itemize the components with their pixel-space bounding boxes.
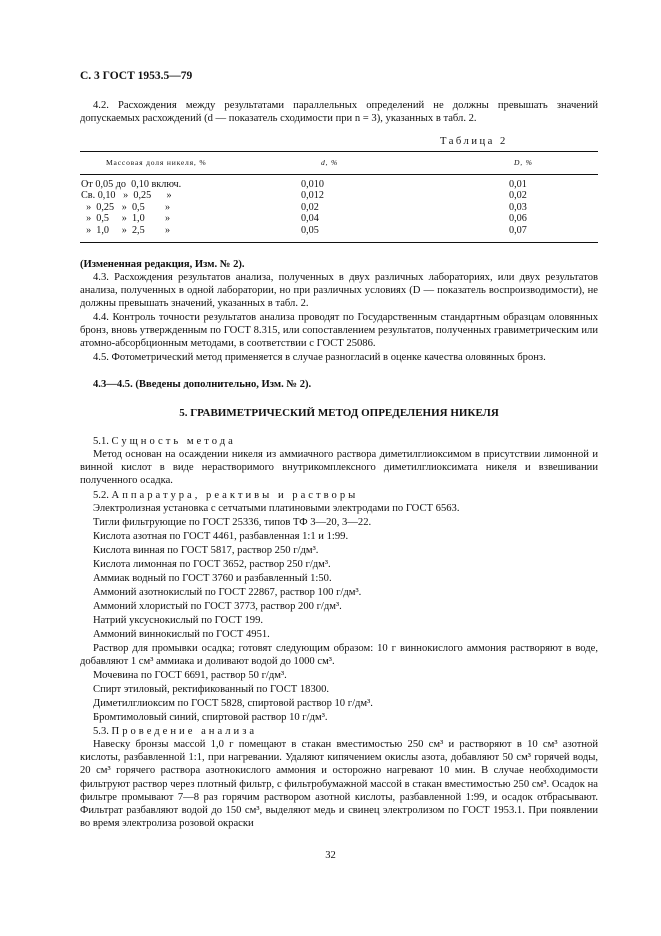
paragraph-4-5: 4.5. Фотометрический метод применяется в случае разногласий в оценке качества оловянных бронз.: [93, 352, 546, 363]
table-row: [80, 225, 598, 243]
table-row: [80, 175, 598, 191]
table-cell: 0,04: [301, 213, 319, 225]
amendment-note: (Измененная редакция, Изм. № 2).: [80, 259, 245, 270]
reagent-item: Аммоний хлористый по ГОСТ 3773, раствор 200 г/дм³.: [93, 601, 342, 612]
section-title: 5. ГРАВИМЕТРИЧЕСКИЙ МЕТОД ОПРЕДЕЛЕНИЯ НИКЕЛЯ: [179, 407, 499, 419]
table-cell: 0,010: [301, 179, 324, 190]
subsection-number: 5.3.: [93, 726, 109, 737]
subsection-5-1-text: Метод основан на осаждении никеля из аммиачного раствора диметилглиоксимом в присутствии лимонной и винной кислот в виде нерастворимого внутрикомплексного диметилглиоксимата никеля и взвешивании полученного осадка.: [80, 449, 598, 487]
table-cell: Св. 0,10 » 0,25 »: [81, 190, 172, 202]
table-cell: 0,01: [509, 179, 527, 190]
table-header-d: d, %: [281, 152, 481, 175]
table-header-D: D, %: [481, 152, 598, 175]
subsection-number: 5.1.: [93, 436, 109, 447]
reagent-item: Натрий уксуснокислый по ГОСТ 199.: [93, 615, 264, 626]
table-row: [80, 202, 598, 213]
subsection-5-1-heading: [80, 435, 598, 448]
table-cell: 0,05: [281, 225, 481, 243]
reagent-item: Бромтимоловый синий, спиртовой раствор 10 г/дм³.: [93, 712, 328, 723]
table-2: [80, 151, 598, 243]
table-cell: 0,012: [301, 190, 324, 202]
reagent-item: Диметилглиоксим по ГОСТ 5828, спиртовой раствор 10 г/дм³.: [93, 698, 373, 709]
reagent-item: Аммоний виннокислый по ГОСТ 4951.: [93, 629, 270, 640]
subsection-5-2-heading: [80, 489, 598, 502]
reagent-item: Кислота винная по ГОСТ 5817, раствор 250 г/дм³.: [93, 545, 319, 556]
table-cell: » 0,25 » 0,5 »: [81, 201, 171, 213]
table-caption: Таблица 2: [440, 136, 508, 147]
wash-solution: Раствор для промывки осадка; готовят следующим образом: 10 г виннокислого аммония растворяют в воде, добавляют 1 см³ аммиака и доливают водой до 1000 см³.: [80, 643, 598, 668]
table-cell: » 0,5 » 1,0 »: [81, 213, 171, 225]
table-row: [80, 213, 598, 224]
subsection-title: Проведение анализа: [111, 726, 258, 737]
subsection-title: Сущность метода: [111, 436, 236, 447]
reagent-item: Мочевина по ГОСТ 6691, раствор 50 г/дм³.: [93, 670, 287, 681]
subsection-5-3-heading: [80, 725, 598, 738]
subsection-title: Аппаратура, реактивы и растворы: [111, 490, 359, 501]
introduced-note: 4.3—4.5. (Введены дополнительно, Изм. № 2).: [93, 379, 312, 390]
reagent-item: Тигли фильтрующие по ГОСТ 25336, типов ТФ 3—20, 3—22.: [93, 517, 372, 528]
table-header-nickel: Массовая доля никеля, %: [80, 152, 281, 175]
subsection-5-3-text: Навеску бронзы массой 1,0 г помещают в стакан вместимостью 250 см³ и растворяют в 10 см³ азотной кислоты, разбавленной 1:1, при нагревании. Удаляют кипячением окислы азота, добавляют 50 см³ горячей воды, 20 см³ горячего раствора азотнокислого аммония и осторожно нагревают 10 мин. В случае необходимости фильтруют раствор через плотный фильтр, с фильтробумажной массой в стакан вместимостью 250 см³. Осадок на фильтре промывают 7—8 раз горячим раствором азотной кислоты, разбавленной 1:99, и осадок отбрасывают. Фильтрат разбавляют водой до 150 см³, выделяют медь и свинец электролизом по ГОСТ 1953.1. При появлении во время электролиза розовой окраски: [80, 739, 598, 830]
table-row: [80, 190, 598, 201]
reagent-item: Кислота азотная по ГОСТ 4461, разбавленная 1:1 и 1:99.: [93, 531, 349, 542]
reagent-item: Аммоний азотнокислый по ГОСТ 22867, раствор 100 г/дм³.: [93, 587, 362, 598]
table-cell: 0,06: [509, 213, 527, 225]
table-cell: 0,07: [481, 225, 598, 243]
paragraph-4-2: 4.2. Расхождения между результатами параллельных определений не должны превышать значений допускаемых расхождений (d — показатель сходимости при n = 3), указанных в табл. 2.: [80, 100, 598, 125]
table-cell: 0,02: [301, 201, 319, 213]
page-number: 32: [325, 850, 336, 861]
paragraph-4-4: 4.4. Контроль точности результатов анализа проводят по Государственным стандартным образцам оловянных бронз, вновь утвержденным по ГОСТ 8.315, или сопоставлением результатов, полученных гравиметрическим или атомно-абсорбционным методами, в соответствии с ГОСТ 25086.: [80, 312, 598, 350]
reagent-item: Спирт этиловый, ректификованный по ГОСТ 18300.: [93, 684, 330, 695]
reagent-item: Электролизная установка с сетчатыми платиновыми электродами по ГОСТ 6563.: [93, 503, 460, 514]
table-cell: От 0,05 до 0,10 включ.: [81, 179, 182, 190]
table-cell: 0,02: [509, 190, 527, 202]
reagent-item: Кислота лимонная по ГОСТ 3652, раствор 250 г/дм³.: [93, 559, 331, 570]
page-header: С. 3 ГОСТ 1953.5—79: [80, 70, 193, 82]
reagent-item: Аммиак водный по ГОСТ 3760 и разбавленный 1:50.: [93, 573, 332, 584]
paragraph-4-3: 4.3. Расхождения результатов анализа, полученных в двух различных лабораториях, или двух результатов анализа, полученных в одной лаборатории, но при различных условиях (D — показатель воспроизводимости), не должны превышать значений, указанных в табл. 2.: [80, 272, 598, 310]
table-cell: » 1,0 » 2,5 »: [80, 225, 281, 243]
table-cell: 0,03: [509, 201, 527, 213]
subsection-number: 5.2.: [93, 490, 109, 501]
